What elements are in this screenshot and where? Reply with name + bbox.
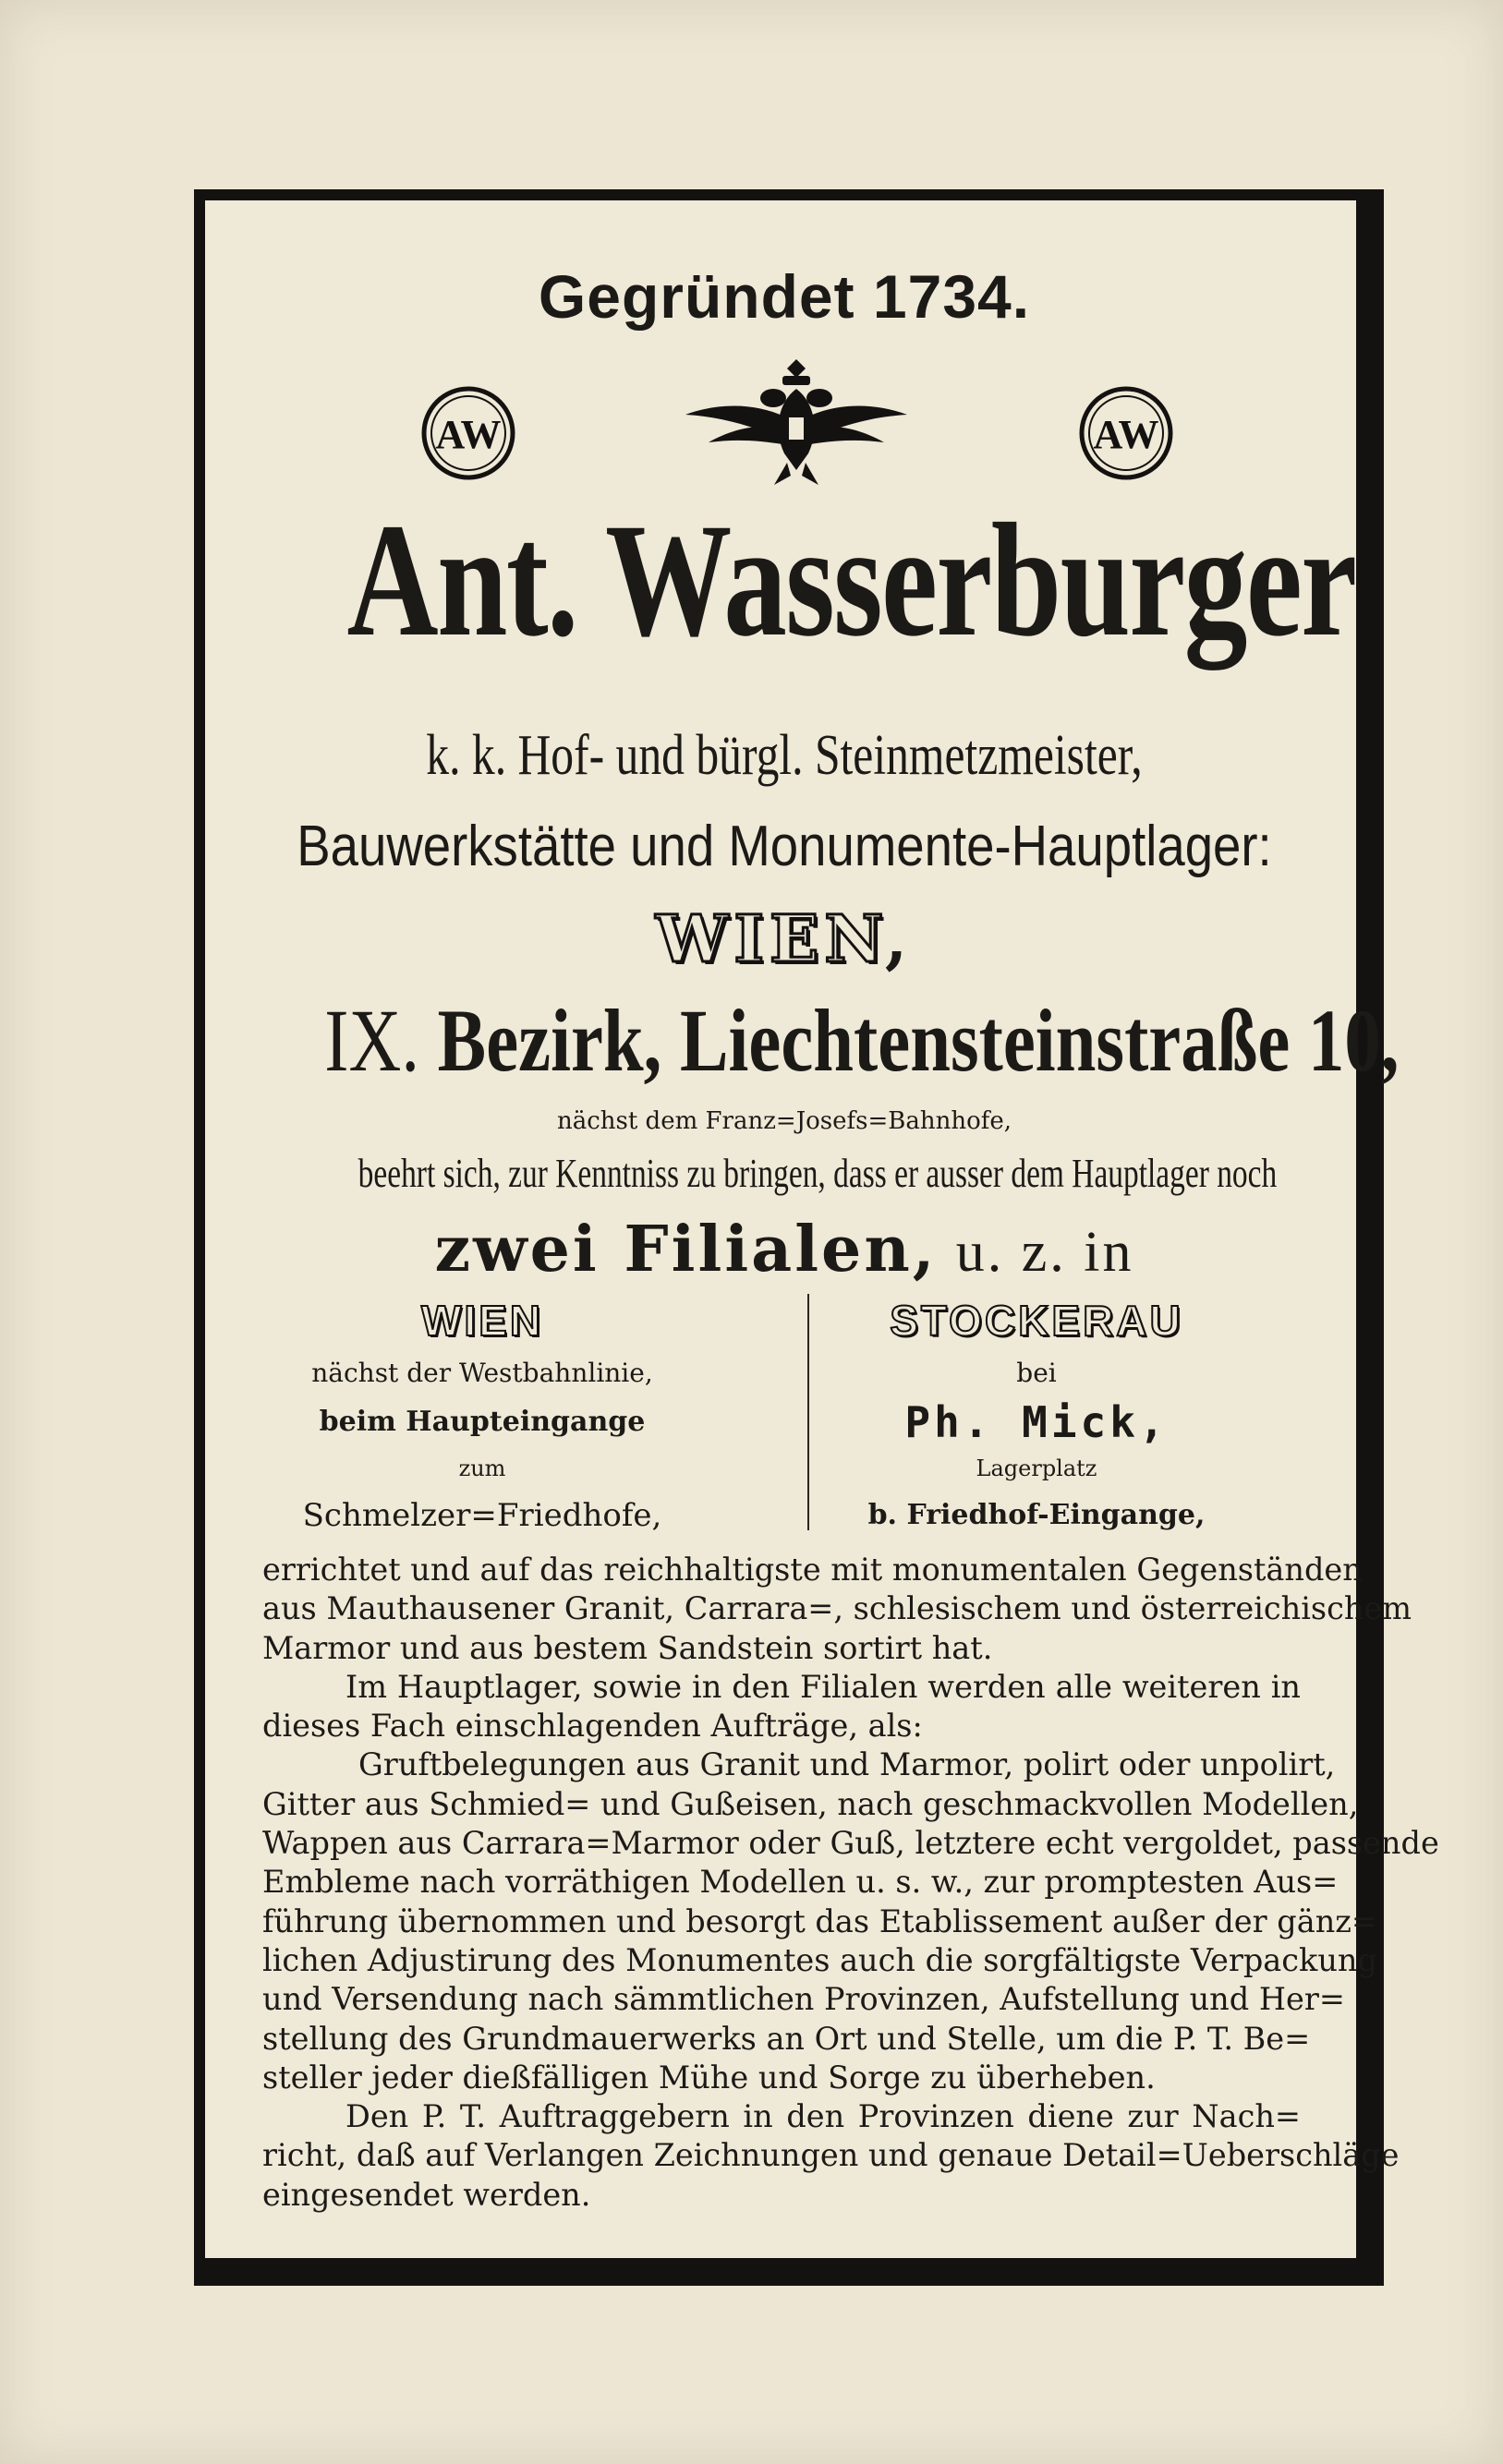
address-line bbox=[324, 989, 1400, 1092]
company-name: Ant. Wasserburger bbox=[346, 490, 1356, 670]
body-line: Gruftbelegungen aus Granit und Marmor, polirt oder unpolirt, bbox=[358, 1746, 1336, 1783]
seal-monogram-right: AW bbox=[1093, 412, 1159, 457]
branch-line-3: Lagerplatz bbox=[976, 1455, 1097, 1481]
body-line: lichen Adjustirung des Monumentes auch die sorgfältigste Verpackung bbox=[262, 1941, 1377, 1978]
body-paragraphs bbox=[262, 1551, 1439, 2215]
body-line: führung übernommen und besorgt das Etablissement außer der gänz= bbox=[262, 1902, 1377, 1939]
seal-monogram-left: AW bbox=[435, 412, 502, 457]
branch-line-4: Schmelzer=Friedhofe, bbox=[302, 1497, 662, 1534]
branches-block bbox=[224, 1294, 1345, 1534]
body-line: steller jeder dießfälligen Mühe und Sorge zu überheben. bbox=[262, 2059, 1156, 2096]
body-line: eingesendet werden. bbox=[262, 2176, 591, 2213]
body-line: stellung des Grundmauerwerks an Ort und Stelle, um die P. T. Be= bbox=[262, 2020, 1311, 2057]
body-line: errichtet und auf das reichhaltigste mit monumentalen Gegenständen bbox=[262, 1552, 1363, 1588]
branch-stockerau bbox=[778, 1294, 1295, 1540]
advertisement-frame bbox=[194, 189, 1439, 2286]
branch-line-4: b. Friedhof-Eingange, bbox=[867, 1499, 1206, 1531]
branch-city: WIEN bbox=[420, 1297, 544, 1345]
body-line: aus Mauthausener Granit, Carrara=, schlesischem und österreichischem bbox=[262, 1590, 1412, 1627]
advertisement-content bbox=[224, 213, 1439, 2247]
body-line: dieses Fach einschlagenden Aufträge, als: bbox=[262, 1708, 923, 1745]
branch-wien bbox=[224, 1294, 741, 1540]
city-comma: , bbox=[884, 900, 914, 977]
body-line: und Versendung nach sämmtlichen Provinzen, Aufstellung und Her= bbox=[262, 1981, 1345, 2018]
body-line: Im Hauptlager, sowie in den Filialen werden alle weiteren in bbox=[345, 1668, 1301, 1705]
city-heading bbox=[224, 900, 1345, 977]
aw-monogram-seal-icon bbox=[1078, 385, 1174, 481]
workshop-line: Bauwerkstätte und Monumente-Hauptlager: bbox=[297, 815, 1272, 878]
address-rest: Bezirk, Liechtensteinstraße 10, bbox=[437, 991, 1400, 1090]
body-line: Gitter aus Schmied= und Gußeisen, nach geschmackvollen Modellen, bbox=[262, 1785, 1359, 1822]
body-line: Marmor und aus bestem Sandstein sortirt hat. bbox=[262, 1629, 993, 1666]
body-line: Wappen aus Carrara=Marmor oder Guß, letztere echt vergoldet, passende bbox=[262, 1825, 1439, 1862]
near-station-line: nächst dem Franz=Josefs=Bahnhofe, bbox=[556, 1107, 1012, 1135]
address-prefix: IX. bbox=[324, 991, 420, 1090]
double-headed-eagle-crest-icon bbox=[681, 352, 912, 490]
aw-monogram-seal-icon bbox=[420, 385, 516, 481]
branch-line-1: nächst der Westbahnlinie, bbox=[311, 1358, 653, 1388]
body-line: Den P. T. Auftraggebern in den Provinzen diene zur Nach= bbox=[345, 2098, 1301, 2135]
branch-line-1: bei bbox=[1016, 1358, 1057, 1388]
branch-line-3: zum bbox=[458, 1455, 506, 1481]
city-word: WIEN bbox=[655, 900, 885, 977]
founded-year: Gegründet 1734. bbox=[538, 262, 1031, 331]
branches-heading-main: zwei Filialen, bbox=[434, 1213, 938, 1286]
announcement-line: beehrt sich, zur Kenntniss zu bringen, dass er ausser dem Hauptlager noch bbox=[358, 1151, 1278, 1196]
branches-heading bbox=[224, 1213, 1345, 1286]
body-line: Embleme nach vorräthigen Modellen u. s. w., zur promptesten Aus= bbox=[262, 1864, 1339, 1901]
body-line: richt, daß auf Verlangen Zeichnungen und genaue Detail=Ueberschläge bbox=[262, 2137, 1400, 2174]
title-line: k. k. Hof- und bürgl. Steinmetzmeister, bbox=[426, 724, 1143, 787]
branch-line-2: beim Haupteingange bbox=[319, 1406, 646, 1438]
branch-line-2: Ph. Mick, bbox=[904, 1397, 1169, 1447]
branch-city: STOCKERAU bbox=[890, 1297, 1183, 1345]
branches-heading-suffix: u. z. in bbox=[955, 1221, 1134, 1284]
